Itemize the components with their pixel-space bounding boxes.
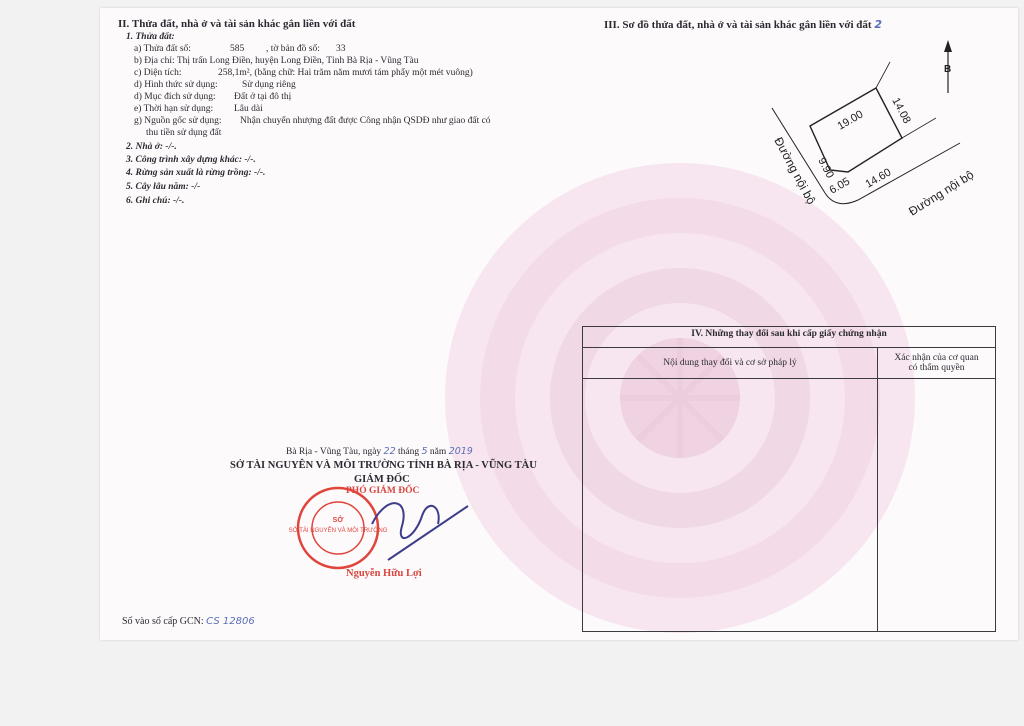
date-day: 22 bbox=[383, 446, 396, 457]
changes-table bbox=[582, 326, 996, 632]
dim-left: 9.90 bbox=[815, 155, 837, 181]
origin-value-cont: thu tiền sử dụng đất bbox=[146, 128, 222, 138]
dim-corner: 6.05 bbox=[827, 175, 853, 197]
dim-bottom: 14.60 bbox=[863, 166, 894, 191]
col-change-content: Nội dung thay đổi và cơ sở pháp lý bbox=[583, 348, 878, 379]
area-value: 258,1m², (bằng chữ: Hai trăm năm mươi tám phẩy một mét vuông) bbox=[218, 68, 473, 78]
usage-purpose-label: d) Mục đích sử dụng: bbox=[134, 92, 216, 102]
section-3-title-handwritten: 2 bbox=[874, 18, 882, 31]
svg-text:SỞ: SỞ bbox=[332, 517, 344, 524]
col-authority-line2: có thẩm quyền bbox=[908, 363, 965, 373]
land-heading: 1. Thửa đất: bbox=[126, 32, 175, 42]
section-4-title: IV. Những thay đổi sau khi cấp giấy chứng nhận bbox=[583, 327, 996, 348]
usage-term-value: Lâu dài bbox=[234, 104, 263, 114]
register-entry bbox=[122, 616, 255, 627]
place-date bbox=[286, 446, 473, 457]
usage-term-label: e) Thời hạn sử dụng: bbox=[134, 104, 214, 114]
col-authority-confirm bbox=[878, 348, 996, 379]
area-label: c) Diện tích: bbox=[134, 68, 182, 78]
notes-line: 6. Ghi chú: -/-. bbox=[126, 196, 185, 206]
signer-position: GIÁM ĐỐC bbox=[354, 474, 410, 485]
origin-label: g) Nguồn gốc sử dụng: bbox=[134, 116, 222, 126]
date-month: 5 bbox=[421, 446, 428, 457]
dim-right: 14.08 bbox=[889, 95, 913, 126]
authority-confirm-cell bbox=[878, 379, 996, 632]
certificate-page bbox=[100, 8, 1018, 640]
parcel-diagram bbox=[660, 38, 977, 228]
road-bottom-label: Đường nội bộ bbox=[906, 167, 977, 219]
forest-line: 4. Rừng sản xuất là rừng trồng: -/-. bbox=[126, 168, 266, 178]
section-3-title bbox=[604, 18, 882, 31]
date-year: 2019 bbox=[448, 446, 473, 457]
north-label: B bbox=[944, 64, 952, 75]
dim-top: 19.00 bbox=[835, 108, 866, 133]
change-content-cell bbox=[583, 379, 878, 632]
place-date-label: Bà Rịa - Vũng Tàu, ngày bbox=[286, 447, 382, 457]
year-label: năm bbox=[429, 447, 447, 457]
section-3-title-text: III. Sơ đồ thửa đất, nhà ở và tài sản khác gắn liền với đất bbox=[604, 19, 872, 31]
deputy-position: PHÓ GIÁM ĐỐC bbox=[346, 486, 420, 496]
register-label: Số vào sổ cấp GCN: bbox=[122, 616, 204, 627]
house-line: 2. Nhà ở: -/-. bbox=[126, 142, 177, 152]
parcel-number-value: 585 bbox=[230, 44, 245, 54]
signer-name: Nguyễn Hữu Lợi bbox=[346, 568, 422, 579]
section-2-title: II. Thửa đất, nhà ở và tài sản khác gắn liền với đất bbox=[118, 18, 356, 30]
issuing-authority: SỞ TÀI NGUYÊN VÀ MÔI TRƯỜNG TỈNH BÀ RỊA - VŨNG TÀU bbox=[230, 460, 537, 471]
usage-form-label: d) Hình thức sử dụng: bbox=[134, 80, 218, 90]
parcel-number-label: a) Thửa đất số: bbox=[134, 44, 191, 54]
north-arrow-icon bbox=[944, 40, 952, 93]
register-number: CS 12806 bbox=[206, 616, 255, 627]
map-sheet-label: , tờ bản đồ số: bbox=[266, 44, 320, 54]
perennial-line: 5. Cây lâu năm: -/- bbox=[126, 182, 201, 192]
address-line: b) Địa chỉ: Thị trấn Long Điền, huyện Long Điền, Tỉnh Bà Rịa - Vũng Tàu bbox=[134, 56, 419, 66]
construction-line: 3. Công trình xây dựng khác: -/-. bbox=[126, 155, 256, 165]
map-sheet-value: 33 bbox=[336, 44, 346, 54]
usage-form-value: Sử dụng riêng bbox=[242, 80, 296, 90]
road-left-label: Đường nội bộ bbox=[771, 134, 819, 207]
official-stamp bbox=[288, 486, 492, 576]
col-authority-line1: Xác nhận của cơ quan bbox=[894, 353, 979, 363]
stamp-label: SỞ TÀI NGUYÊN VÀ MÔI TRƯỜNG bbox=[288, 528, 388, 534]
usage-purpose-value: Đất ở tại đô thị bbox=[234, 92, 292, 102]
month-label: tháng bbox=[398, 447, 420, 457]
origin-value: Nhận chuyển nhượng đất được Công nhận QSDĐ như giao đất có bbox=[240, 116, 491, 126]
